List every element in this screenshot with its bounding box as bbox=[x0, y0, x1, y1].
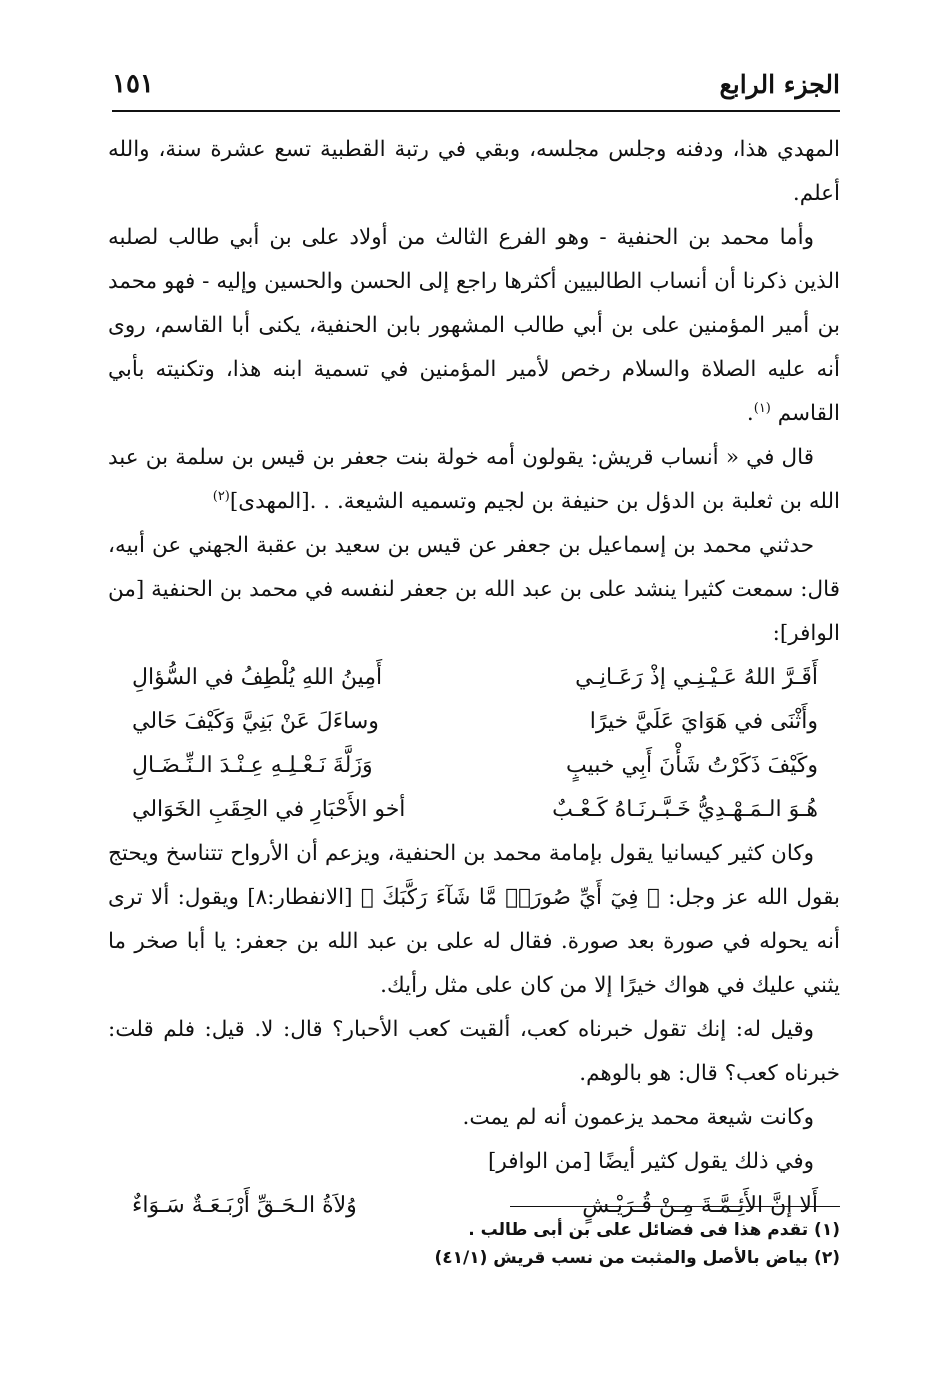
verse-first-half: أَلا إنَّ الأَئِـمَّـةَ مِـنْ قُـرَيْـشٍ bbox=[582, 1193, 818, 1218]
verse-first-half: أَقَـرَّ اللهُ عَـيْـنِـي إذْ رَعَـانِـي bbox=[575, 665, 818, 690]
footnote-divider bbox=[510, 1206, 840, 1207]
footnote-ref-2[interactable]: (٢) bbox=[212, 488, 230, 504]
running-title: الجزء الرابع bbox=[719, 69, 840, 99]
sentence-end: . bbox=[746, 401, 754, 426]
poem bbox=[108, 656, 840, 832]
paragraph: المهدي هذا، ودفنه وجلس مجلسه، وبقي في رتبة القطبية تسع عشرة سنة، والله أعلم. bbox=[108, 137, 840, 206]
paragraph: وكانت شيعة محمد يزعمون أنه لم يمت. bbox=[462, 1105, 814, 1130]
verse-first-half: وأَثْنَى في هَوَايَ عَلَيَّ خيرًا bbox=[589, 709, 818, 734]
main-text bbox=[108, 128, 840, 1228]
paragraph: وفي ذلك يقول كثير أيضًا [من الوافر] bbox=[487, 1149, 814, 1174]
poem-verse bbox=[108, 656, 840, 700]
verse-second-half: وَزَلَّةَ نَـعْـلِـهِ عِـنْـدَ الـنِّـضَـالِ bbox=[132, 753, 373, 778]
page-number: ١٥١ bbox=[112, 69, 154, 99]
paragraph: حدثني محمد بن إسماعيل بن جعفر عن قيس بن سعيد بن عقبة الجهني عن أبيه، قال: سمعت كثيرا ينشد على بن عبد الله بن جعفر لنفسه في محمد بن الحنفية [من الوافر]: bbox=[108, 533, 840, 646]
footnote-2: (٢) بياض بالأصل والمثبت من نسب قريش (٤١/١) bbox=[434, 1248, 840, 1268]
paragraph bbox=[108, 436, 840, 524]
verse-second-half: وُلاَةُ الـحَـقِّ أَرْبَـعَـةٌ سَـوَاءٌ bbox=[132, 1193, 357, 1218]
header-divider bbox=[112, 110, 840, 112]
verse-second-half: وساءَلَ عَنْ بَنِيَّ وَكَيْفَ حَالي bbox=[132, 709, 379, 734]
poem-verse bbox=[108, 788, 840, 832]
paragraph: وكان كثير كيسانيا يقول بإمامة محمد بن الحنفية، ويزعم أن الأرواح تتناسخ ويحتج بقول الله عز وجل: ﴿ فِيٓ أَيِّ صُورَةٖ مَّا شَآءَ رَكَّبَكَ ﴾ [الانفطار:٨] ويقول: ألا ترى أنه يحوله في صورة بعد صورة. فقال له على بن عبد الله بن جعفر: يا أبا صخر ما يثني عليك في هواك خيرًا إلا من كان على مثل رأيك. bbox=[108, 841, 841, 998]
paragraph: وقيل له: إنك تقول خبرناه كعب، ألقيت كعب الأحبار؟ قال: لا. قيل: فلم قلت: خبرناه كعب؟ قال: هو بالوهم. bbox=[108, 1017, 840, 1086]
verse-second-half: أخو الأَحْبَارِ في الحِقَبِ الخَوَالي bbox=[132, 797, 406, 822]
poem-verse bbox=[108, 744, 840, 788]
paragraph bbox=[108, 216, 840, 436]
paragraph-text: وأما محمد بن الحنفية - وهو الفرع الثالث من أولاد على بن أبي طالب لصلبه الذين ذكرنا أن أنساب الطالبيين أكثرها راجع إلى الحسن والحسين وإليه - فهو محمد بن أمير المؤمنين على بن أبي طالب المشهور بابن الحنفية، يكنى أبا القاسم، روى أنه عليه الصلاة والسلام رخص لأمير المؤمنين في تسمية ابنه هذا، وتكنيته بأبي القاسم bbox=[108, 225, 840, 426]
poem-verse bbox=[108, 700, 840, 744]
running-header bbox=[112, 62, 840, 106]
verse-first-half: وكَيْفَ ذَكَرْتُ شَأْنَ أَبِي خبيبٍ bbox=[566, 753, 818, 778]
verse-second-half: أَمِينُ اللهِ يُلْطِفُ في السُّؤالِ bbox=[132, 665, 383, 690]
verse-first-half: هُـوَ الـمَـهْـدِيُّ خَـبَّـرنَـاهُ كَـعْـبٌ bbox=[552, 797, 818, 822]
footnote-1: (١) تقدم هذا فى فضائل على بن أبى طالب . bbox=[468, 1220, 840, 1240]
paragraph-text: قال في « أنساب قريش: يقولون أمه خولة بنت جعفر بن قيس بن سلمة بن عبد الله بن ثعلبة بن الدؤل بن حنيفة بن لجيم وتسميه الشيعة. . .[المهدى] bbox=[108, 445, 840, 514]
footnote-ref-1[interactable]: (١) bbox=[753, 400, 771, 416]
footnotes bbox=[112, 1216, 840, 1272]
